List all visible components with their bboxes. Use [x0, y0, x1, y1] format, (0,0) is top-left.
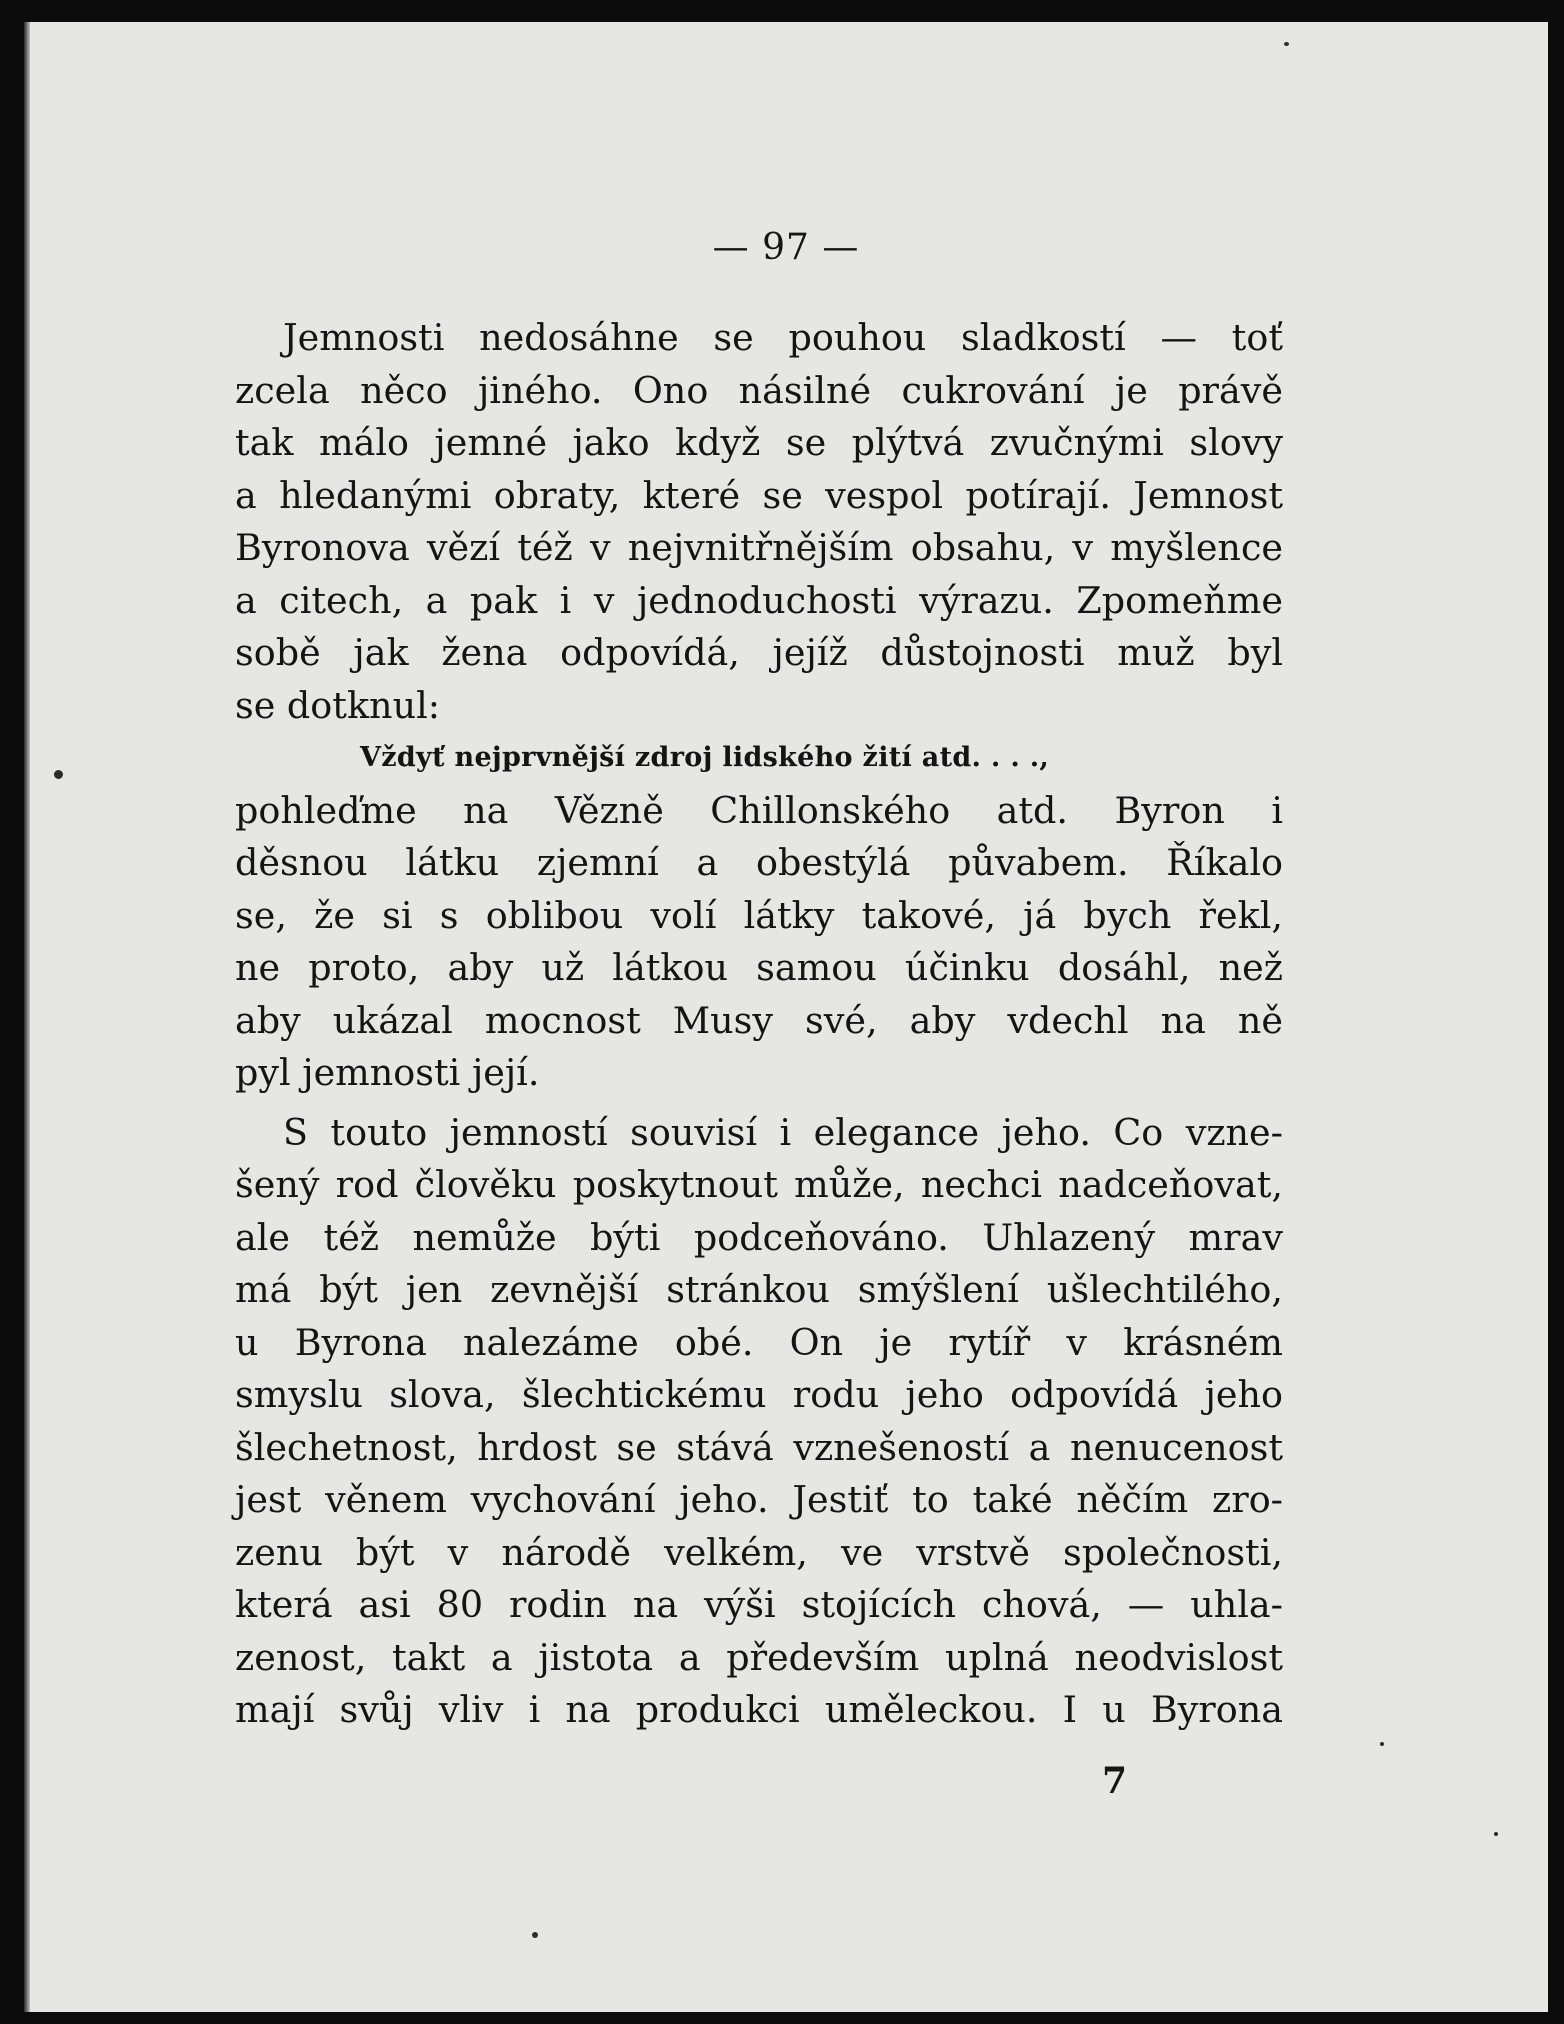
text-line: pyl jemnosti její.	[235, 1051, 540, 1094]
text-line: ne proto, aby už látkou samou účinku dosáhl, než	[235, 946, 1283, 989]
text-line: zcela něco jiného. Ono násilné cukrování je právě	[235, 368, 1283, 412]
text-line: tak málo jemné jako když se plýtvá zvučnými slovy	[235, 421, 1283, 464]
text-line: pohleďme na Vězně Chillonského atd. Byron i	[235, 788, 1283, 832]
text-line: Jemnosti nedosáhne se pouhou sladkostí — toť	[283, 316, 1283, 359]
paper-speck	[1284, 42, 1289, 46]
signature-mark: 7	[1102, 1760, 1128, 1802]
body-text	[235, 312, 1283, 1737]
text-line: a citech, a pak i v jednoduchosti výrazu. Zpomeňme	[235, 578, 1283, 622]
text-line: má být jen zevnější stránkou smýšlení ušlechtilého,	[235, 1268, 1283, 1311]
text-line: se dotknul:	[235, 683, 441, 727]
paper-speck	[1380, 1742, 1384, 1746]
paper-speck	[1494, 1832, 1498, 1836]
text-line: šlechetnost, hrdost se stává vznešeností a nenucenost	[235, 1425, 1283, 1469]
text-line: zenost, takt a jistota a především uplná neodvislost	[235, 1635, 1283, 1679]
text-line: která asi 80 rodin na výši stojících chová, — uhla-	[235, 1583, 1283, 1626]
text-line: ale též nemůže býti podceňováno. Uhlazený mrav	[235, 1215, 1283, 1259]
paper-speck	[54, 770, 63, 779]
paragraph-2	[235, 1107, 1283, 1737]
book-page	[24, 22, 1548, 2012]
text-line: sobě jak žena odpovídá, jejíž důstojnosti muž byl	[235, 631, 1283, 674]
text-line: jest věnem vychování jeho. Jestiť to také něčím zro-	[235, 1478, 1283, 1521]
text-line: u Byrona nalezáme obé. On je rytíř v krásném	[235, 1320, 1283, 1364]
quoted-verse: Vždyť nejprvnější zdroj lidského žití atd. . . .,	[360, 742, 1050, 773]
text-line: a hledanými obraty, které se vespol potírají. Jemnost	[235, 473, 1283, 517]
text-line: děsnou látku zjemní a obestýlá půvabem. Říkalo	[235, 841, 1283, 884]
paragraph-1	[235, 312, 1283, 732]
text-line: mají svůj vliv i na produkci uměleckou. I u Byrona	[235, 1688, 1283, 1731]
page-number-header: — 97 —	[712, 227, 860, 268]
text-line: se, že si s oblibou volí látky takové, já bych řekl,	[235, 893, 1283, 937]
text-line: aby ukázal mocnost Musy své, aby vdechl na ně	[235, 998, 1283, 1042]
text-line: šený rod člověku poskytnout může, nechci nadceňovat,	[235, 1163, 1283, 1206]
paper-speck	[532, 1932, 538, 1938]
text-line: S touto jemností souvisí i elegance jeho. Co vzne-	[283, 1110, 1283, 1154]
page-binding-edge	[24, 22, 30, 2012]
text-line: zenu být v národě velkém, ve vrstvě společnosti,	[235, 1530, 1283, 1574]
paragraph-1-continued	[235, 785, 1283, 1100]
text-line: Byronova vězí též v nejvnitřnějším obsahu, v myšlence	[235, 526, 1283, 569]
text-line: smyslu slova, šlechtickému rodu jeho odpovídá jeho	[235, 1373, 1283, 1416]
